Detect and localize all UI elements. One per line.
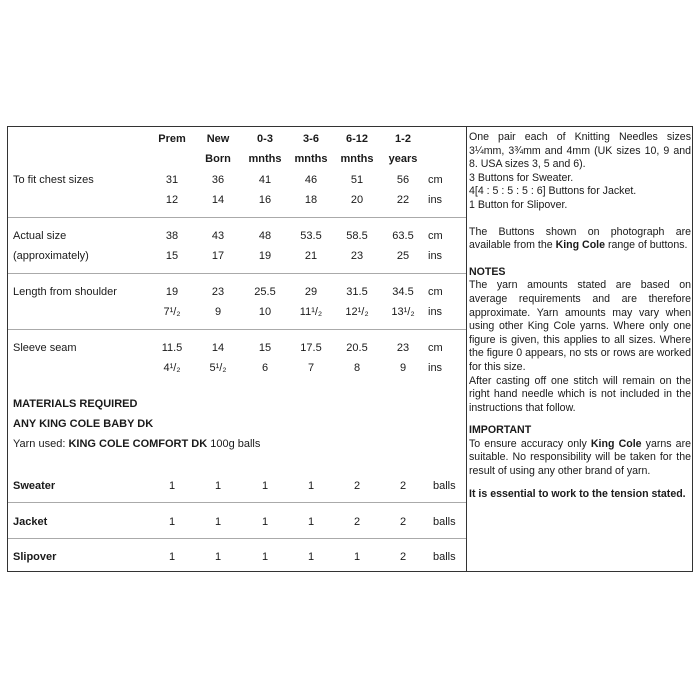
cell: 17.5 bbox=[300, 342, 322, 354]
unit-label: ins bbox=[428, 194, 443, 206]
cell: 23 bbox=[396, 342, 410, 354]
cell: 53.5 bbox=[300, 230, 322, 242]
cell: 25 bbox=[396, 250, 410, 262]
cell: 43 bbox=[211, 230, 225, 242]
cell: 6 bbox=[261, 362, 269, 374]
cell: 22 bbox=[396, 194, 410, 206]
cell: 1 bbox=[307, 551, 315, 563]
col-subheader: mnths bbox=[294, 153, 328, 165]
row-divider bbox=[8, 273, 466, 274]
buttons-jacket: 4[4 : 5 : 5 : 5 : 6] Buttons for Jacket. bbox=[469, 185, 637, 198]
unit-label: ins bbox=[428, 362, 443, 374]
cell: 56 bbox=[396, 174, 410, 186]
cell: 41 bbox=[258, 174, 272, 186]
unit-label: cm bbox=[428, 230, 443, 242]
unit-label: cm bbox=[428, 174, 443, 186]
cell: 51 bbox=[350, 174, 364, 186]
cell: 23 bbox=[350, 250, 364, 262]
cell: 20.5 bbox=[346, 342, 368, 354]
col-header: New bbox=[206, 133, 230, 145]
cell: 1 bbox=[168, 480, 176, 492]
cell: 19 bbox=[165, 286, 179, 298]
column-divider bbox=[466, 127, 467, 571]
cell: 17 bbox=[211, 250, 225, 262]
cell: 38 bbox=[165, 230, 179, 242]
row-label: To fit chest sizes bbox=[13, 174, 94, 186]
cell: 12 bbox=[165, 194, 179, 206]
materials-subheading: ANY KING COLE BABY DK bbox=[13, 418, 154, 430]
cell: 1 bbox=[261, 516, 269, 528]
cell: 1 bbox=[214, 516, 222, 528]
important-text: To ensure accuracy only King Cole yarns are suitable. No responsibility will be taken for the result of using any other brand of yarn. bbox=[469, 437, 691, 478]
pattern-info-panel bbox=[7, 126, 693, 572]
col-header: 1-2 bbox=[395, 133, 411, 145]
cell: 1 bbox=[168, 551, 176, 563]
garment-label: Sweater bbox=[13, 480, 56, 492]
cell: 34.5 bbox=[392, 286, 414, 298]
cell: 15 bbox=[258, 342, 272, 354]
col-subheader: Born bbox=[205, 153, 231, 165]
cell: 9 bbox=[399, 362, 407, 374]
cell: 29 bbox=[304, 286, 318, 298]
unit-label: cm bbox=[428, 286, 443, 298]
col-subheader: years bbox=[388, 153, 418, 165]
col-header: 3-6 bbox=[303, 133, 319, 145]
cell: 1 bbox=[214, 551, 222, 563]
needles-text: One pair each of Knitting Needles sizes 3¼mm, 3¾mm and 4mm (UK sizes 10, 9 and 8. USA sizes 3, 5 and 6). bbox=[469, 131, 691, 171]
cell: 11¹/₂ bbox=[299, 306, 323, 318]
notes-text: The yarn amounts stated are based on average requirements and are therefore approximate. Yarn amounts may vary when using other King Cole yarns. Where only one figure is given, this applies to all sizes. Where the figure 0 appears, no sts or rows are worked for this size. bbox=[469, 279, 691, 373]
cell: 2 bbox=[399, 551, 407, 563]
cell: 36 bbox=[211, 174, 225, 186]
cell: 1 bbox=[261, 551, 269, 563]
cell: 12¹/₂ bbox=[345, 306, 369, 318]
cell: 13¹/₂ bbox=[391, 306, 415, 318]
cell: 2 bbox=[353, 516, 361, 528]
cell: 21 bbox=[304, 250, 318, 262]
cell: 2 bbox=[399, 516, 407, 528]
notes-column bbox=[469, 131, 691, 501]
row-divider bbox=[8, 538, 466, 539]
cell: 2 bbox=[353, 480, 361, 492]
cell: 7 bbox=[307, 362, 315, 374]
row-label: Actual size bbox=[13, 230, 67, 242]
cell: 31.5 bbox=[346, 286, 368, 298]
unit-label: ins bbox=[428, 306, 443, 318]
buttons-sweater: 3 Buttons for Sweater. bbox=[469, 171, 574, 184]
cell: 25.5 bbox=[254, 286, 276, 298]
cell: 7¹/₂ bbox=[163, 306, 181, 318]
cell: 19 bbox=[258, 250, 272, 262]
cell: 9 bbox=[214, 306, 222, 318]
notes-text-2: After casting off one stitch will remain on the right hand needle which is not included in the instructions that follow. bbox=[469, 374, 691, 414]
cell: 23 bbox=[211, 286, 225, 298]
cell: 2 bbox=[399, 480, 407, 492]
cell: 16 bbox=[258, 194, 272, 206]
cell: 58.5 bbox=[346, 230, 368, 242]
cell: 14 bbox=[211, 194, 225, 206]
cell: 5¹/₂ bbox=[209, 362, 227, 374]
yarn-used: Yarn used: KING COLE COMFORT DK 100g balls bbox=[13, 438, 261, 450]
cell: 18 bbox=[304, 194, 318, 206]
cell: 8 bbox=[353, 362, 361, 374]
row-label: (approximately) bbox=[13, 250, 89, 262]
cell: 4¹/₂ bbox=[163, 362, 181, 374]
cell: 63.5 bbox=[392, 230, 414, 242]
garment-label: Slipover bbox=[13, 551, 57, 563]
garment-label: Jacket bbox=[13, 516, 48, 528]
cell: 15 bbox=[165, 250, 179, 262]
size-table bbox=[8, 127, 466, 571]
buttons-slipover: 1 Button for Slipover. bbox=[469, 198, 568, 211]
row-divider bbox=[8, 329, 466, 330]
cell: 20 bbox=[350, 194, 364, 206]
row-label: Sleeve seam bbox=[13, 342, 77, 354]
row-label: Length from shoulder bbox=[13, 286, 117, 298]
unit-label: balls bbox=[433, 480, 456, 492]
unit-label: cm bbox=[428, 342, 443, 354]
cell: 1 bbox=[214, 480, 222, 492]
cell: 1 bbox=[307, 516, 315, 528]
cell: 1 bbox=[261, 480, 269, 492]
cell: 1 bbox=[307, 480, 315, 492]
cell: 10 bbox=[258, 306, 272, 318]
cell: 11.5 bbox=[161, 342, 183, 354]
tension-text: It is essential to work to the tension stated. bbox=[469, 487, 686, 500]
cell: 46 bbox=[304, 174, 318, 186]
col-header: 0-3 bbox=[257, 133, 273, 145]
row-divider bbox=[8, 502, 466, 503]
buttons-photo-text: The Buttons shown on photograph are available from the King Cole range of buttons. bbox=[469, 225, 691, 252]
cell: 1 bbox=[353, 551, 361, 563]
unit-label: ins bbox=[428, 250, 443, 262]
cell: 14 bbox=[211, 342, 225, 354]
cell: 1 bbox=[168, 516, 176, 528]
cell: 48 bbox=[258, 230, 272, 242]
important-heading: IMPORTANT bbox=[469, 424, 532, 437]
col-subheader: mnths bbox=[340, 153, 374, 165]
unit-label: balls bbox=[433, 516, 456, 528]
col-subheader: mnths bbox=[248, 153, 282, 165]
materials-heading: MATERIALS REQUIRED bbox=[13, 398, 138, 410]
row-divider bbox=[8, 217, 466, 218]
col-header: 6-12 bbox=[345, 133, 369, 145]
notes-heading: NOTES bbox=[469, 265, 506, 278]
cell: 31 bbox=[165, 174, 179, 186]
unit-label: balls bbox=[433, 551, 456, 563]
col-header: Prem bbox=[158, 133, 186, 145]
